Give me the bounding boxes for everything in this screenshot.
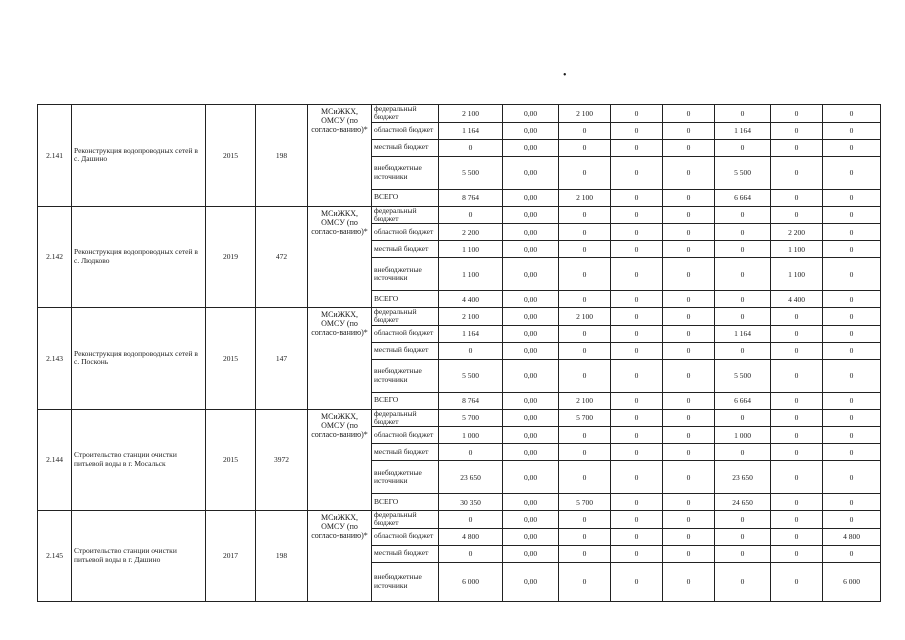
amount-cell: 6 000 [823,562,881,601]
amount-cell: 1 164 [715,325,771,342]
amount-cell: 2 100 [559,308,611,326]
amount-cell: 0 [663,291,715,308]
amount-cell: 6 664 [715,392,771,409]
amount-cell: 0 [559,325,611,342]
amount-cell: 0,00 [503,325,559,342]
amount-cell: 0,00 [503,359,559,392]
funding-source: внебюджетные источники [372,156,439,189]
funding-source: местный бюджет [372,545,439,562]
amount-cell: 0 [715,241,771,258]
amount-cell: 0,00 [503,511,559,529]
amount-cell: 0 [559,156,611,189]
amount-cell: 0 [663,427,715,444]
amount-cell: 0 [823,325,881,342]
amount-cell: 0 [559,122,611,139]
project-capacity: 472 [256,206,308,308]
amount-cell: 0 [771,427,823,444]
amount-cell: 2 100 [559,189,611,206]
amount-cell: 5 500 [439,359,503,392]
amount-cell: 0 [663,528,715,545]
amount-cell: 0,00 [503,139,559,156]
amount-cell: 0 [663,359,715,392]
amount-cell: 0 [439,139,503,156]
amount-cell: 0 [559,427,611,444]
amount-cell: 0 [611,139,663,156]
funding-source: областной бюджет [372,325,439,342]
amount-cell: 0 [611,511,663,529]
funding-source: областной бюджет [372,528,439,545]
project-capacity: 3972 [256,409,308,511]
amount-cell: 0 [771,409,823,427]
amount-cell: 1 100 [771,241,823,258]
amount-cell: 0 [611,562,663,601]
amount-cell: 0 [663,189,715,206]
funding-source: областной бюджет [372,427,439,444]
amount-cell: 0 [559,291,611,308]
amount-cell: 0 [663,444,715,461]
amount-cell: 0 [559,511,611,529]
amount-cell: 0 [823,139,881,156]
amount-cell: 0 [771,342,823,359]
amount-cell: 0 [715,342,771,359]
amount-cell: 0 [771,511,823,529]
amount-cell: 2 200 [439,224,503,241]
amount-cell: 1 100 [439,241,503,258]
amount-cell: 0,00 [503,258,559,291]
amount-cell: 6 000 [439,562,503,601]
amount-cell: 5 500 [439,156,503,189]
funding-source: внебюджетные источники [372,359,439,392]
funding-source: ВСЕГО [372,494,439,511]
amount-cell: 0,00 [503,545,559,562]
amount-cell: 0 [439,511,503,529]
amount-cell: 5 700 [439,409,503,427]
amount-cell: 1 164 [715,122,771,139]
amount-cell: 0 [611,545,663,562]
amount-cell: 0 [771,325,823,342]
amount-cell: 0 [559,444,611,461]
amount-cell: 0,00 [503,427,559,444]
amount-cell: 0 [439,342,503,359]
amount-cell: 0 [715,545,771,562]
project-year: 2015 [206,409,256,511]
amount-cell: 0 [611,156,663,189]
amount-cell: 0,00 [503,105,559,123]
amount-cell: 0 [823,511,881,529]
amount-cell: 0 [559,562,611,601]
amount-cell: 0 [611,444,663,461]
amount-cell: 0 [611,241,663,258]
amount-cell: 30 350 [439,494,503,511]
amount-cell: 0 [715,409,771,427]
amount-cell: 0 [823,105,881,123]
amount-cell: 0 [715,444,771,461]
amount-cell: 0 [611,122,663,139]
amount-cell: 0 [559,139,611,156]
amount-cell: 0 [663,325,715,342]
amount-cell: 0 [663,241,715,258]
amount-cell: 0 [823,409,881,427]
funding-source: ВСЕГО [372,189,439,206]
amount-cell: 0 [611,342,663,359]
project-number: 2.145 [38,511,72,602]
amount-cell: 0 [823,206,881,224]
amount-cell: 0 [559,258,611,291]
amount-cell: 23 650 [439,461,503,494]
funding-source: областной бюджет [372,224,439,241]
amount-cell: 0 [663,545,715,562]
amount-cell: 0 [771,494,823,511]
amount-cell: 0 [559,528,611,545]
amount-cell: 0 [611,461,663,494]
amount-cell: 0 [611,528,663,545]
amount-cell: 0,00 [503,308,559,326]
amount-cell: 0 [611,359,663,392]
project-number: 2.143 [38,308,72,410]
amount-cell: 2 100 [559,392,611,409]
amount-cell: 2 100 [559,105,611,123]
amount-cell: 0 [715,528,771,545]
amount-cell: 6 664 [715,189,771,206]
table-row [38,409,881,427]
page-mark: • [563,70,567,81]
project-number: 2.142 [38,206,72,308]
funding-source: внебюджетные источники [372,562,439,601]
amount-cell: 0 [823,258,881,291]
amount-cell: 0 [439,444,503,461]
amount-cell: 0 [771,444,823,461]
amount-cell: 0 [715,511,771,529]
amount-cell: 0 [715,105,771,123]
amount-cell: 0 [823,444,881,461]
amount-cell: 0 [663,342,715,359]
amount-cell: 0 [771,562,823,601]
amount-cell: 8 764 [439,392,503,409]
amount-cell: 0 [823,392,881,409]
amount-cell: 0 [559,461,611,494]
amount-cell: 0 [611,308,663,326]
amount-cell: 0 [771,189,823,206]
amount-cell: 0 [559,342,611,359]
project-name: Строительство станции очистки питьевой воды в г. Дашино [72,511,206,602]
amount-cell: 0,00 [503,392,559,409]
amount-cell: 5 500 [715,359,771,392]
amount-cell: 0 [611,224,663,241]
amount-cell: 0 [771,392,823,409]
amount-cell: 0 [559,241,611,258]
amount-cell: 0,00 [503,206,559,224]
amount-cell: 0 [771,528,823,545]
amount-cell: 0 [663,122,715,139]
amount-cell: 0 [771,122,823,139]
amount-cell: 0 [559,206,611,224]
amount-cell: 0 [611,105,663,123]
amount-cell: 0 [823,427,881,444]
amount-cell: 0 [611,189,663,206]
project-executor: МСиЖКХ, ОМСУ (по согласо-ванию)* [308,105,372,207]
funding-source: местный бюджет [372,241,439,258]
amount-cell: 0,00 [503,122,559,139]
amount-cell: 0 [771,308,823,326]
project-year: 2017 [206,511,256,602]
project-year: 2019 [206,206,256,308]
amount-cell: 0 [559,545,611,562]
amount-cell: 0 [663,308,715,326]
amount-cell: 0 [823,308,881,326]
table-row [38,511,881,529]
amount-cell: 0 [823,291,881,308]
amount-cell: 0 [559,359,611,392]
funding-source: федеральный бюджет [372,206,439,224]
amount-cell: 0,00 [503,528,559,545]
amount-cell: 0 [771,359,823,392]
amount-cell: 1 164 [439,122,503,139]
amount-cell: 0 [663,392,715,409]
amount-cell: 1 100 [771,258,823,291]
amount-cell: 0,00 [503,494,559,511]
amount-cell: 0 [663,258,715,291]
amount-cell: 0 [823,494,881,511]
amount-cell: 0,00 [503,342,559,359]
amount-cell: 0 [663,511,715,529]
project-capacity: 198 [256,105,308,207]
amount-cell: 0 [439,206,503,224]
amount-cell: 0 [663,461,715,494]
investment-program-table [37,104,881,602]
funding-source: федеральный бюджет [372,308,439,326]
project-name: Реконструкция водопроводных сетей в с. Дашино [72,105,206,207]
amount-cell: 0 [823,224,881,241]
amount-cell: 0 [663,224,715,241]
amount-cell: 0 [823,359,881,392]
project-executor: МСиЖКХ, ОМСУ (по согласо-ванию)* [308,308,372,410]
amount-cell: 5 700 [559,409,611,427]
amount-cell: 0 [715,291,771,308]
amount-cell: 0 [823,545,881,562]
amount-cell: 0,00 [503,409,559,427]
amount-cell: 2 100 [439,105,503,123]
funding-source: областной бюджет [372,122,439,139]
project-name: Реконструкция водопроводных сетей в с. Людково [72,206,206,308]
amount-cell: 4 800 [823,528,881,545]
funding-source: местный бюджет [372,139,439,156]
amount-cell: 23 650 [715,461,771,494]
funding-source: ВСЕГО [372,392,439,409]
amount-cell: 0 [611,206,663,224]
project-year: 2015 [206,308,256,410]
project-executor: МСиЖКХ, ОМСУ (по согласо-ванию)* [308,206,372,308]
amount-cell: 0,00 [503,224,559,241]
amount-cell: 5 700 [559,494,611,511]
project-capacity: 198 [256,511,308,602]
amount-cell: 0 [611,427,663,444]
amount-cell: 0 [611,325,663,342]
amount-cell: 0 [771,156,823,189]
funding-source: ВСЕГО [372,291,439,308]
amount-cell: 0 [715,258,771,291]
amount-cell: 1 164 [439,325,503,342]
amount-cell: 0 [771,461,823,494]
amount-cell: 2 100 [439,308,503,326]
amount-cell: 4 800 [439,528,503,545]
funding-source: внебюджетные источники [372,461,439,494]
amount-cell: 0 [663,156,715,189]
amount-cell: 0 [715,224,771,241]
amount-cell: 0 [823,461,881,494]
table-body [38,105,881,602]
project-year: 2015 [206,105,256,207]
amount-cell: 5 500 [715,156,771,189]
amount-cell: 0,00 [503,562,559,601]
funding-source: федеральный бюджет [372,409,439,427]
amount-cell: 0 [715,139,771,156]
funding-source: местный бюджет [372,342,439,359]
amount-cell: 0 [823,241,881,258]
amount-cell: 0 [663,139,715,156]
amount-cell: 2 200 [771,224,823,241]
amount-cell: 0 [559,224,611,241]
amount-cell: 0 [439,545,503,562]
amount-cell: 4 400 [439,291,503,308]
funding-source: федеральный бюджет [372,511,439,529]
amount-cell: 0 [663,494,715,511]
project-name: Реконструкция водопроводных сетей в с. Посконь [72,308,206,410]
funding-source: внебюджетные источники [372,258,439,291]
project-name: Строительство станции очистки питьевой воды в г. Мосальск [72,409,206,511]
project-number: 2.141 [38,105,72,207]
amount-cell: 0 [715,562,771,601]
amount-cell: 0 [611,409,663,427]
amount-cell: 0 [771,206,823,224]
amount-cell: 0,00 [503,444,559,461]
amount-cell: 0,00 [503,461,559,494]
amount-cell: 0 [663,562,715,601]
amount-cell: 0,00 [503,241,559,258]
funding-source: местный бюджет [372,444,439,461]
amount-cell: 4 400 [771,291,823,308]
funding-source: федеральный бюджет [372,105,439,123]
amount-cell: 0 [715,308,771,326]
amount-cell: 1 100 [439,258,503,291]
amount-cell: 0 [663,105,715,123]
amount-cell: 1 000 [715,427,771,444]
project-number: 2.144 [38,409,72,511]
amount-cell: 0 [611,392,663,409]
amount-cell: 0 [771,139,823,156]
project-executor: МСиЖКХ, ОМСУ (по согласо-ванию)* [308,409,372,511]
amount-cell: 0 [663,206,715,224]
amount-cell: 0 [771,545,823,562]
table-row [38,206,881,224]
amount-cell: 0,00 [503,291,559,308]
project-capacity: 147 [256,308,308,410]
amount-cell: 0 [715,206,771,224]
amount-cell: 0 [663,409,715,427]
amount-cell: 0 [611,258,663,291]
amount-cell: 1 000 [439,427,503,444]
amount-cell: 0,00 [503,189,559,206]
project-executor: МСиЖКХ, ОМСУ (по согласо-ванию)* [308,511,372,602]
amount-cell: 0 [823,156,881,189]
amount-cell: 0 [611,494,663,511]
table-row [38,308,881,326]
amount-cell: 0 [823,189,881,206]
amount-cell: 0 [771,105,823,123]
amount-cell: 0 [823,122,881,139]
amount-cell: 0,00 [503,156,559,189]
amount-cell: 8 764 [439,189,503,206]
amount-cell: 0 [611,291,663,308]
amount-cell: 24 650 [715,494,771,511]
amount-cell: 0 [823,342,881,359]
table-row [38,105,881,123]
